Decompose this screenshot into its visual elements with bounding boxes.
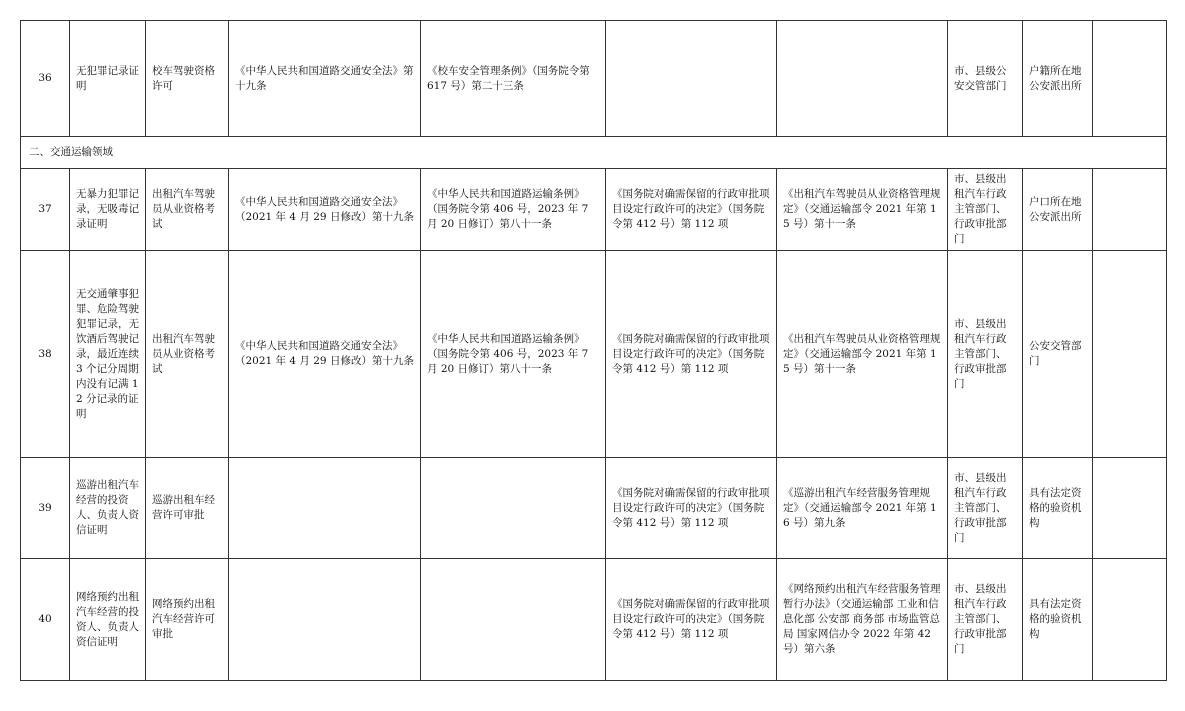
service-item: 网络预约出租汽车经营许可审批 — [146, 559, 229, 681]
department-rule — [777, 21, 948, 137]
issuing-body: 户口所在地公安派出所 — [1023, 169, 1093, 251]
handling-authority: 市、县级出租汽车行政主管部门、行政审批部门 — [948, 251, 1023, 458]
remark — [1093, 559, 1167, 681]
law-basis: 《中华人民共和国道路交通安全法》（2021 年 4 月 29 日修改）第十九条 — [229, 169, 421, 251]
table-row — [21, 559, 1167, 681]
table-row — [21, 458, 1167, 559]
issuing-body: 公安交管部门 — [1023, 251, 1093, 458]
section-title: 二、交通运输领域 — [21, 137, 1167, 169]
issuing-body: 具有法定资格的验资机构 — [1023, 559, 1093, 681]
remark — [1093, 458, 1167, 559]
handling-authority: 市、县级出租汽车行政主管部门、行政审批部门 — [948, 458, 1023, 559]
regulation-basis: 《中华人民共和国道路运输条例》（国务院令第 406 号，2023 年 7 月 20 日修订）第八十一条 — [421, 169, 606, 251]
row-number: 37 — [21, 169, 70, 251]
state-council-decision: 《国务院对确需保留的行政审批项目设定行政许可的决定》（国务院令第 412 号）第 112 项 — [606, 458, 777, 559]
certificate-name: 巡游出租汽车经营的投资人、负责人资信证明 — [70, 458, 146, 559]
department-rule: 《出租汽车驾驶员从业资格管理规定》（交通运输部令 2021 年第 15 号）第十一条 — [777, 251, 948, 458]
state-council-decision: 《国务院对确需保留的行政审批项目设定行政许可的决定》（国务院令第 412 号）第 112 项 — [606, 251, 777, 458]
row-number: 36 — [21, 21, 70, 137]
state-council-decision — [606, 21, 777, 137]
department-rule: 《出租汽车驾驶员从业资格管理规定》（交通运输部令 2021 年第 15 号）第十一条 — [777, 169, 948, 251]
state-council-decision: 《国务院对确需保留的行政审批项目设定行政许可的决定》（国务院令第 412 号）第 112 项 — [606, 169, 777, 251]
department-rule: 《网络预约出租汽车经营服务管理暂行办法》（交通运输部 工业和信息化部 公安部 商务部 市场监管总局 国家网信办令 2022 年第 42 号）第六条 — [777, 559, 948, 681]
remark — [1093, 21, 1167, 137]
handling-authority: 市、县级公安交管部门 — [948, 21, 1023, 137]
service-item: 出租汽车驾驶员从业资格考试 — [146, 251, 229, 458]
handling-authority: 市、县级出租汽车行政主管部门、行政审批部门 — [948, 169, 1023, 251]
state-council-decision: 《国务院对确需保留的行政审批项目设定行政许可的决定》（国务院令第 412 号）第 112 项 — [606, 559, 777, 681]
service-item: 校车驾驶资格许可 — [146, 21, 229, 137]
department-rule: 《巡游出租汽车经营服务管理规定》（交通运输部令 2021 年第 16 号）第九条 — [777, 458, 948, 559]
law-basis — [229, 559, 421, 681]
row-number: 39 — [21, 458, 70, 559]
row-number: 38 — [21, 251, 70, 458]
table-row — [21, 169, 1167, 251]
row-number: 40 — [21, 559, 70, 681]
law-basis — [229, 458, 421, 559]
table-row — [21, 21, 1167, 137]
issuing-body: 具有法定资格的验资机构 — [1023, 458, 1093, 559]
issuing-body: 户籍所在地公安派出所 — [1023, 21, 1093, 137]
table-row — [21, 251, 1167, 458]
certificate-name: 网络预约出租汽车经营的投资人、负责人资信证明 — [70, 559, 146, 681]
service-item: 巡游出租车经营许可审批 — [146, 458, 229, 559]
certificate-name: 无暴力犯罪记录，无吸毒记录证明 — [70, 169, 146, 251]
remark — [1093, 251, 1167, 458]
service-item: 出租汽车驾驶员从业资格考试 — [146, 169, 229, 251]
section-header-row — [21, 137, 1167, 169]
certificate-table — [20, 20, 1167, 681]
law-basis: 《中华人民共和国道路交通安全法》（2021 年 4 月 29 日修改）第十九条 — [229, 251, 421, 458]
regulation-basis: 《中华人民共和国道路运输条例》（国务院令第 406 号，2023 年 7 月 20 日修订）第八十一条 — [421, 251, 606, 458]
remark — [1093, 169, 1167, 251]
handling-authority: 市、县级出租汽车行政主管部门、行政审批部门 — [948, 559, 1023, 681]
regulation-basis — [421, 559, 606, 681]
law-basis: 《中华人民共和国道路交通安全法》第十九条 — [229, 21, 421, 137]
regulation-basis: 《校车安全管理条例》（国务院令第 617 号）第二十三条 — [421, 21, 606, 137]
certificate-name: 无交通肇事犯罪、危险驾驶犯罪记录，无饮酒后驾驶记录，最近连续 3 个记分周期内没有记满 12 分记录的证明 — [70, 251, 146, 458]
certificate-name: 无犯罪记录证明 — [70, 21, 146, 137]
regulation-basis — [421, 458, 606, 559]
